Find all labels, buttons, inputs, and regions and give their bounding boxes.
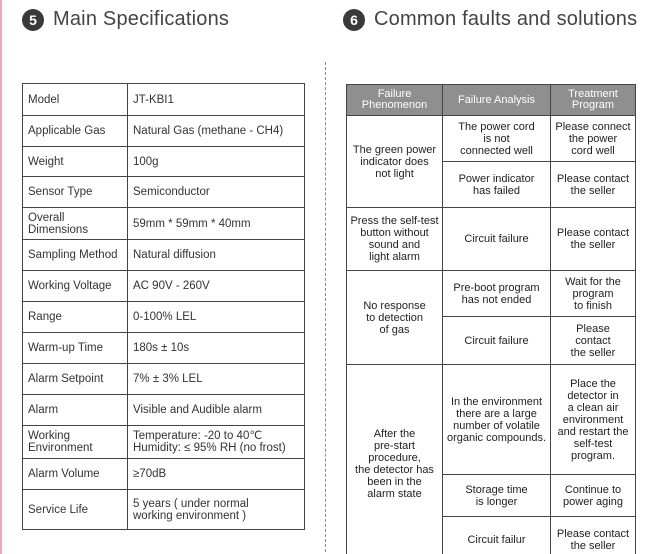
spec-row: [23, 84, 305, 116]
spec-label: Working Voltage: [23, 271, 128, 302]
header-treatment-program: Treatment Program: [551, 85, 636, 116]
specifications-table: [22, 83, 305, 530]
failure-analysis-cell: In the environment there are a large number of volatile organic compounds.: [443, 365, 551, 475]
spec-value: 0-100% LEL: [128, 302, 305, 333]
failure-phenomenon-cell: Press the self-test button without sound and light alarm: [347, 208, 443, 271]
spec-value: AC 90V - 260V: [128, 271, 305, 302]
page-edge-accent: [0, 0, 2, 554]
spec-label: Range: [23, 302, 128, 333]
specs-section-title: Main Specifications: [53, 8, 230, 30]
spec-value: Natural diffusion: [128, 240, 305, 271]
failure-analysis-cell: Power indicator has failed: [443, 162, 551, 208]
spec-label: Sensor Type: [23, 177, 128, 208]
treatment-program-cell: Wait for the program to finish: [551, 271, 636, 317]
spec-label: Alarm Setpoint: [23, 364, 128, 395]
failure-analysis-cell: Pre-boot program has not ended: [443, 271, 551, 317]
spec-label: Model: [23, 84, 128, 116]
spec-value: ≥70dB: [128, 459, 305, 490]
spec-label: Warm-up Time: [23, 333, 128, 364]
section-number-badge: 6: [343, 9, 365, 31]
spec-value: Temperature: -20 to 40℃ Humidity: ≤ 95% RH (no frost): [128, 426, 305, 459]
spec-row: [23, 240, 305, 271]
spec-label: Service Life: [23, 490, 128, 530]
spec-row: [23, 116, 305, 147]
spec-value: 180s ± 10s: [128, 333, 305, 364]
spec-row: [23, 302, 305, 333]
failure-phenomenon-cell: The green power indicator does not light: [347, 116, 443, 208]
faults-section-title: Common faults and solutions: [374, 8, 638, 30]
failure-analysis-cell: The power cord is not connected well: [443, 116, 551, 162]
spec-label: Weight: [23, 147, 128, 177]
fault-row: [347, 271, 636, 317]
header-failure-phenomenon: Failure Phenomenon: [347, 85, 443, 116]
column-divider: [325, 62, 326, 552]
spec-row: [23, 395, 305, 426]
fault-row: [347, 116, 636, 162]
spec-row: [23, 490, 305, 530]
spec-value: Natural Gas (methane - CH4): [128, 116, 305, 147]
failure-analysis-cell: Circuit failure: [443, 208, 551, 271]
treatment-program-cell: Please contact the seller: [551, 162, 636, 208]
spec-value: 59mm * 59mm * 40mm: [128, 208, 305, 240]
spec-value: JT-KBI1: [128, 84, 305, 116]
spec-row: [23, 208, 305, 240]
spec-value: 5 years ( under normal working environment ): [128, 490, 305, 530]
header-failure-analysis: Failure Analysis: [443, 85, 551, 116]
faults-section-header: [343, 8, 637, 31]
failure-phenomenon-cell: After the pre-start procedure, the detector has been in the alarm state: [347, 365, 443, 554]
spec-label: Alarm: [23, 395, 128, 426]
spec-row: [23, 364, 305, 395]
spec-label: Working Environment: [23, 426, 128, 459]
spec-label: Alarm Volume: [23, 459, 128, 490]
treatment-program-cell: Place the detector in a clean air environment and restart the self-test program.: [551, 365, 636, 475]
failure-analysis-cell: Storage time is longer: [443, 475, 551, 517]
spec-row: [23, 147, 305, 177]
treatment-program-cell: Please contact the seller: [551, 208, 636, 271]
spec-row: [23, 177, 305, 208]
spec-value: Semiconductor: [128, 177, 305, 208]
spec-label: Overall Dimensions: [23, 208, 128, 240]
spec-row: [23, 459, 305, 490]
spec-value: 7% ± 3% LEL: [128, 364, 305, 395]
spec-row: [23, 271, 305, 302]
failure-analysis-cell: Circuit failure: [443, 317, 551, 365]
treatment-program-cell: Continue to power aging: [551, 475, 636, 517]
treatment-program-cell: Please connect the power cord well: [551, 116, 636, 162]
faults-table: [346, 84, 636, 554]
specs-section-header: [22, 8, 229, 31]
spec-value: 100g: [128, 147, 305, 177]
spec-label: Applicable Gas: [23, 116, 128, 147]
faults-header-row: [347, 85, 636, 116]
treatment-program-cell: Please contact the seller: [551, 317, 636, 365]
failure-phenomenon-cell: No response to detection of gas: [347, 271, 443, 365]
fault-row: [347, 208, 636, 271]
failure-analysis-cell: Circuit failur: [443, 517, 551, 554]
spec-row: [23, 333, 305, 364]
fault-row: [347, 365, 636, 475]
spec-label: Sampling Method: [23, 240, 128, 271]
section-number-badge: 5: [22, 9, 44, 31]
spec-row: [23, 426, 305, 459]
spec-value: Visible and Audible alarm: [128, 395, 305, 426]
treatment-program-cell: Please contact the seller: [551, 517, 636, 554]
